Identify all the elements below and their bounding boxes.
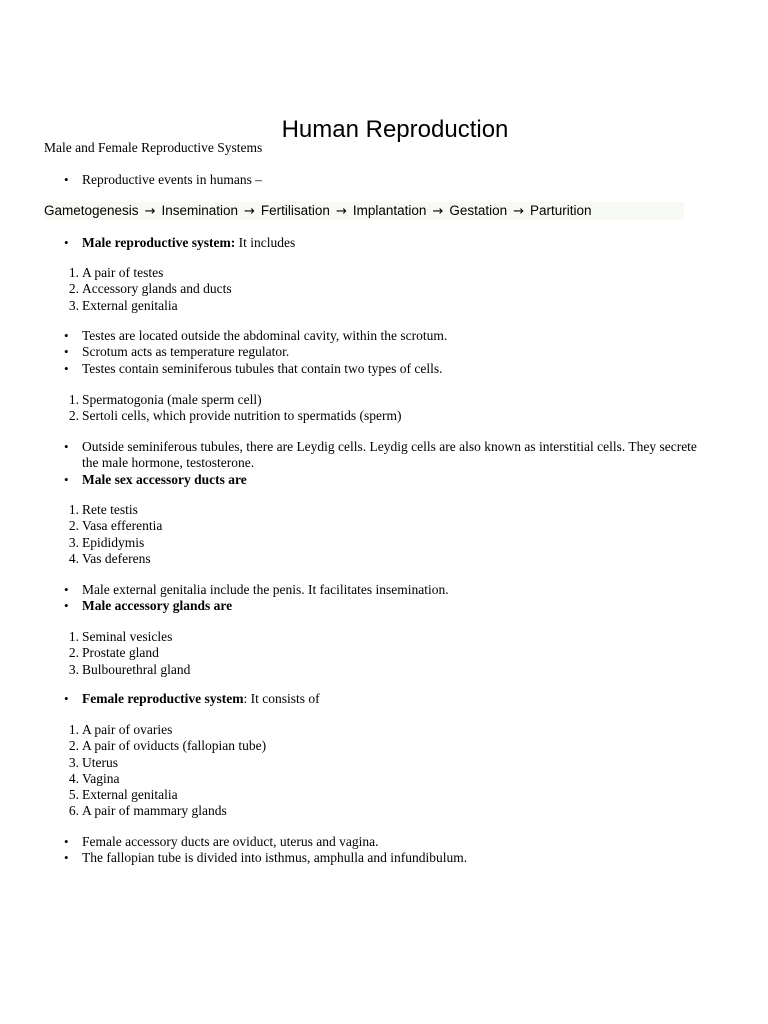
female-system-section: [0, 691, 768, 707]
arrow-icon: →: [513, 204, 525, 219]
page-subtitle: Male and Female Reproductive Systems: [44, 140, 263, 155]
female-system-list: [0, 722, 768, 820]
list-item: 1. Seminal vesicles: [68, 629, 173, 644]
arrow-icon: →: [244, 204, 255, 219]
reproductive-events-flow: [44, 202, 684, 220]
list-item: 5. External genitalia: [68, 787, 178, 803]
glands-heading: Male accessory glands are: [82, 598, 233, 614]
flow-step: Implantation: [352, 203, 427, 218]
intro-bullet: • Reproductive events in humans –: [0, 172, 768, 188]
list-item: 1. Rete testis: [68, 502, 138, 517]
page-title: Human Reproduction: [281, 116, 509, 143]
list-item: 4. Vagina: [68, 770, 120, 786]
ducts-list: [0, 502, 768, 567]
male-system-heading: Male reproductive system:: [82, 235, 236, 250]
list-item: 1. Spermatogonia (male sperm cell): [68, 392, 262, 407]
flow-step: Gametogenesis: [44, 203, 139, 218]
intro-section: [0, 172, 768, 188]
female-bullets: [0, 834, 768, 867]
female-system-rest: : It consists of: [243, 691, 320, 706]
list-item: • Outside seminiferous tubules, there are Leydig cells. Leydig cells are also known as interstitial cells. They secrete the male hormone, testosterone.: [0, 439, 768, 472]
list-item: 1. A pair of testes: [68, 265, 164, 280]
arrow-icon: →: [335, 204, 347, 219]
arrow-icon: →: [144, 204, 156, 219]
flow-step: Gestation: [449, 203, 508, 218]
list-item: [0, 472, 768, 488]
list-item: • Scrotum acts as temperature regulator.: [0, 344, 768, 360]
list-item: 3. Uterus: [68, 754, 118, 770]
male-system-rest: It includes: [235, 235, 296, 250]
cell-types-list: [0, 392, 768, 425]
flow-step: Parturition: [530, 203, 592, 218]
male-system-section: [0, 235, 768, 251]
list-item: [0, 598, 768, 614]
external-section: [0, 582, 768, 615]
flow-step: Insemination: [161, 203, 239, 218]
flow-step: Fertilisation: [260, 203, 330, 218]
list-item: 6. A pair of mammary glands: [68, 803, 227, 819]
list-item: 2. Vasa efferentia: [68, 518, 163, 534]
list-item: 3. Epididymis: [68, 534, 145, 550]
list-item: • Female accessory ducts are oviduct, uterus and vagina.: [0, 834, 768, 850]
list-item: 2. Sertoli cells, which provide nutrition to spermatids (sperm): [68, 408, 402, 424]
list-item: 2. Accessory glands and ducts: [68, 281, 232, 297]
list-item: 3. Bulbourethral gland: [68, 661, 191, 677]
list-item: • Testes are located outside the abdominal cavity, within the scrotum.: [0, 328, 768, 344]
female-system-heading: Female reproductive system: [82, 691, 244, 706]
testes-bullets: [0, 328, 768, 377]
arrow-icon: →: [432, 204, 444, 219]
list-item: • Male external genitalia include the penis. It facilitates insemination.: [0, 582, 768, 598]
glands-list: [0, 629, 768, 678]
ducts-heading: Male sex accessory ducts are: [82, 471, 247, 487]
list-item: 2. Prostate gland: [68, 645, 159, 661]
list-item: • The fallopian tube is divided into isthmus, amphulla and infundibulum.: [0, 850, 768, 866]
male-system-list: [0, 265, 768, 314]
list-item: 3. External genitalia: [68, 297, 178, 313]
list-item: • Testes contain seminiferous tubules that contain two types of cells.: [0, 361, 768, 377]
leydig-section: [0, 439, 768, 488]
male-system-bullet: [0, 235, 768, 251]
female-system-bullet: [0, 691, 768, 707]
list-item: 2. A pair of oviducts (fallopian tube): [68, 738, 267, 754]
list-item: 4. Vas deferens: [68, 550, 151, 566]
list-item: 1. A pair of ovaries: [68, 722, 173, 737]
